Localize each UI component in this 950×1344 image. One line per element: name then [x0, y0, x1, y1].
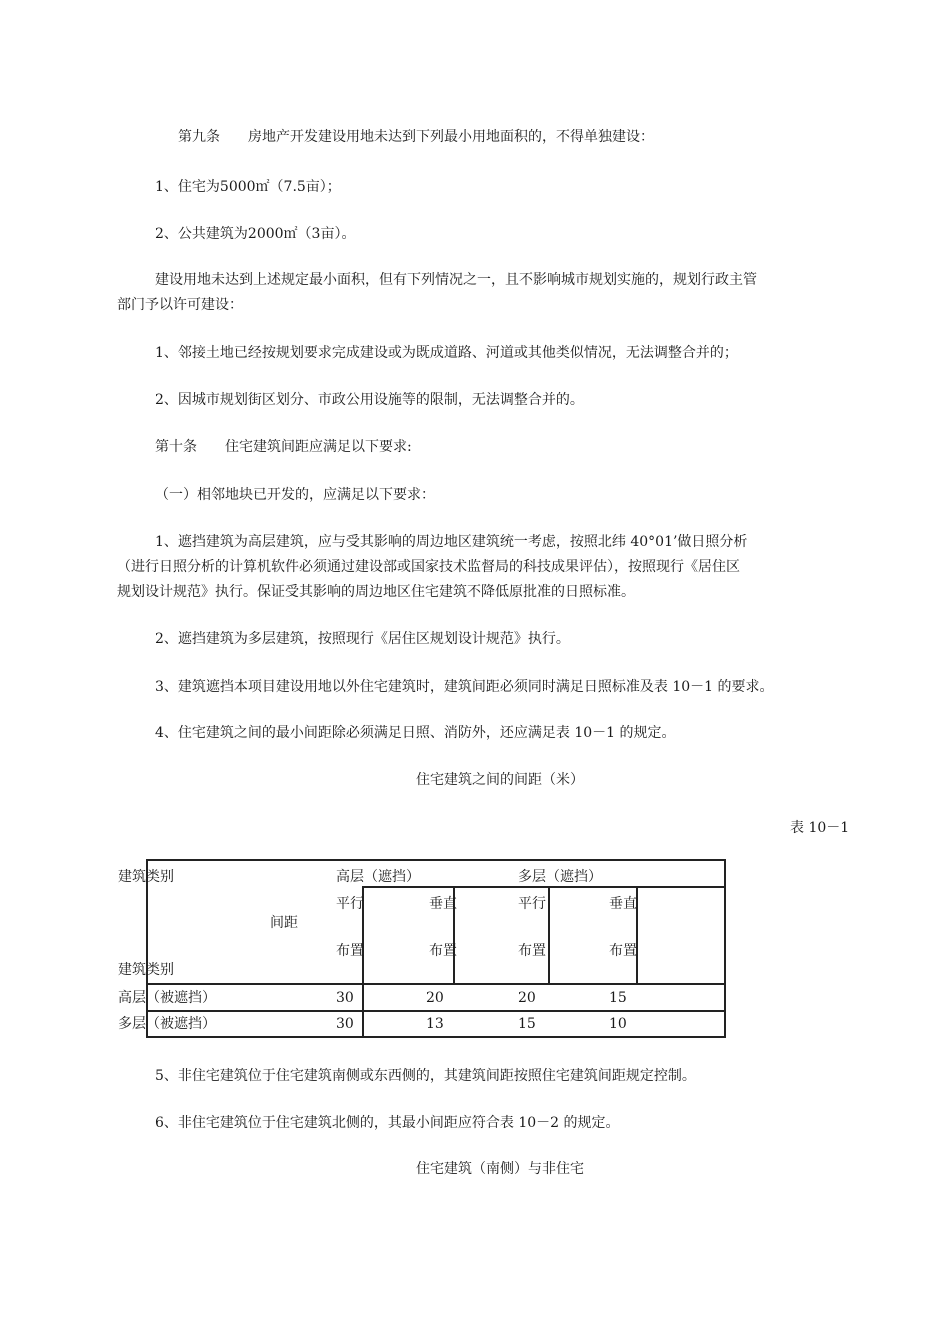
- table-rule: [146, 1010, 726, 1012]
- paragraph-item: （一）相邻地块已开发的，应满足以下要求：: [155, 487, 435, 503]
- article-10-heading: 第十条 住宅建筑间距应满足以下要求:: [155, 439, 412, 455]
- paragraph-item: 2、公共建筑为2000㎡（3亩）。: [155, 226, 356, 242]
- table-title: 住宅建筑之间的间距（米）: [416, 772, 584, 788]
- paragraph-text: 规划设计规范》执行。保证受其影响的周边地区住宅建筑不降低原批准的日照标准。: [117, 584, 635, 600]
- table-rule: [548, 886, 550, 984]
- table-rule: [146, 983, 726, 985]
- paragraph-text: （进行日照分析的计算机软件必须通过建设部或国家技术监督局的科技成果评估），按照现行《居住区: [117, 559, 740, 575]
- column-header: 布置: [336, 943, 364, 959]
- paragraph-item: 6、非住宅建筑位于住宅建筑北侧的，其最小间距应符合表 10－2 的规定。: [155, 1115, 620, 1131]
- table-rule: [146, 1036, 726, 1038]
- paragraph-item: 2、遮挡建筑为多层建筑，按照现行《居住区规划设计规范》执行。: [155, 631, 570, 647]
- column-header: 平行: [336, 896, 364, 912]
- table-row-label: 高层（被遮挡）: [118, 990, 216, 1006]
- table-cell: 15: [609, 990, 627, 1006]
- table-cell: 20: [518, 990, 536, 1006]
- paragraph-item: 5、非住宅建筑位于住宅建筑南侧或东西侧的，其建筑间距按照住宅建筑间距规定控制。: [155, 1068, 696, 1084]
- article-9-heading: 第九条 房地产开发建设用地未达到下列最小用地面积的，不得单独建设：: [178, 129, 654, 145]
- column-group-multistory: 多层（遮挡）: [518, 869, 602, 885]
- paragraph-item: 1、邻接土地已经按规划要求完成建设或为既成道路、河道或其他类似情况，无法调整合并的；: [155, 345, 738, 361]
- column-group-highrise: 高层（遮挡）: [336, 869, 420, 885]
- paragraph-text: 部门予以许可建设：: [117, 297, 243, 313]
- column-header: 平行: [518, 896, 546, 912]
- table-title: 住宅建筑（南侧）与非住宅: [416, 1161, 584, 1177]
- table-cell: 15: [518, 1016, 536, 1032]
- table-corner-bottom: 建筑类别: [118, 962, 174, 978]
- table-rule: [146, 859, 726, 861]
- column-header: 布置: [518, 943, 546, 959]
- paragraph-item: 2、因城市规划街区划分、市政公用设施等的限制，无法调整合并的。: [155, 392, 584, 408]
- column-header: 垂直: [429, 896, 457, 912]
- paragraph-item: 1、住宅为5000㎡（7.5亩）；: [155, 179, 341, 195]
- table-number: 表 10－1: [790, 820, 850, 836]
- table-rule: [724, 859, 726, 1038]
- column-header: 布置: [609, 943, 637, 959]
- column-header: 垂直: [609, 896, 637, 912]
- table-cell: 13: [426, 1016, 444, 1032]
- table-cell: 30: [336, 1016, 354, 1032]
- paragraph-item: 4、住宅建筑之间的最小间距除必须满足日照、消防外，还应满足表 10－1 的规定。: [155, 725, 676, 741]
- table-corner-mid: 间距: [270, 915, 298, 931]
- paragraph-item: 3、建筑遮挡本项目建设用地以外住宅建筑时，建筑间距必须同时满足日照标准及表 10－1 的要求。: [155, 679, 774, 695]
- table-row-label: 多层（被遮挡）: [118, 1016, 216, 1032]
- table-cell: 10: [609, 1016, 627, 1032]
- column-header: 布置: [429, 943, 457, 959]
- table-corner-top: 建筑类别: [118, 869, 174, 885]
- table-cell: 30: [336, 990, 354, 1006]
- table-cell: 20: [426, 990, 444, 1006]
- paragraph-item: 1、遮挡建筑为高层建筑，应与受其影响的周边地区建筑统一考虑，按照北纬 40°01’做日照分析: [155, 534, 748, 550]
- paragraph-text: 建设用地未达到上述规定最小面积，但有下列情况之一，且不影响城市规划实施的，规划行政主管: [155, 272, 757, 288]
